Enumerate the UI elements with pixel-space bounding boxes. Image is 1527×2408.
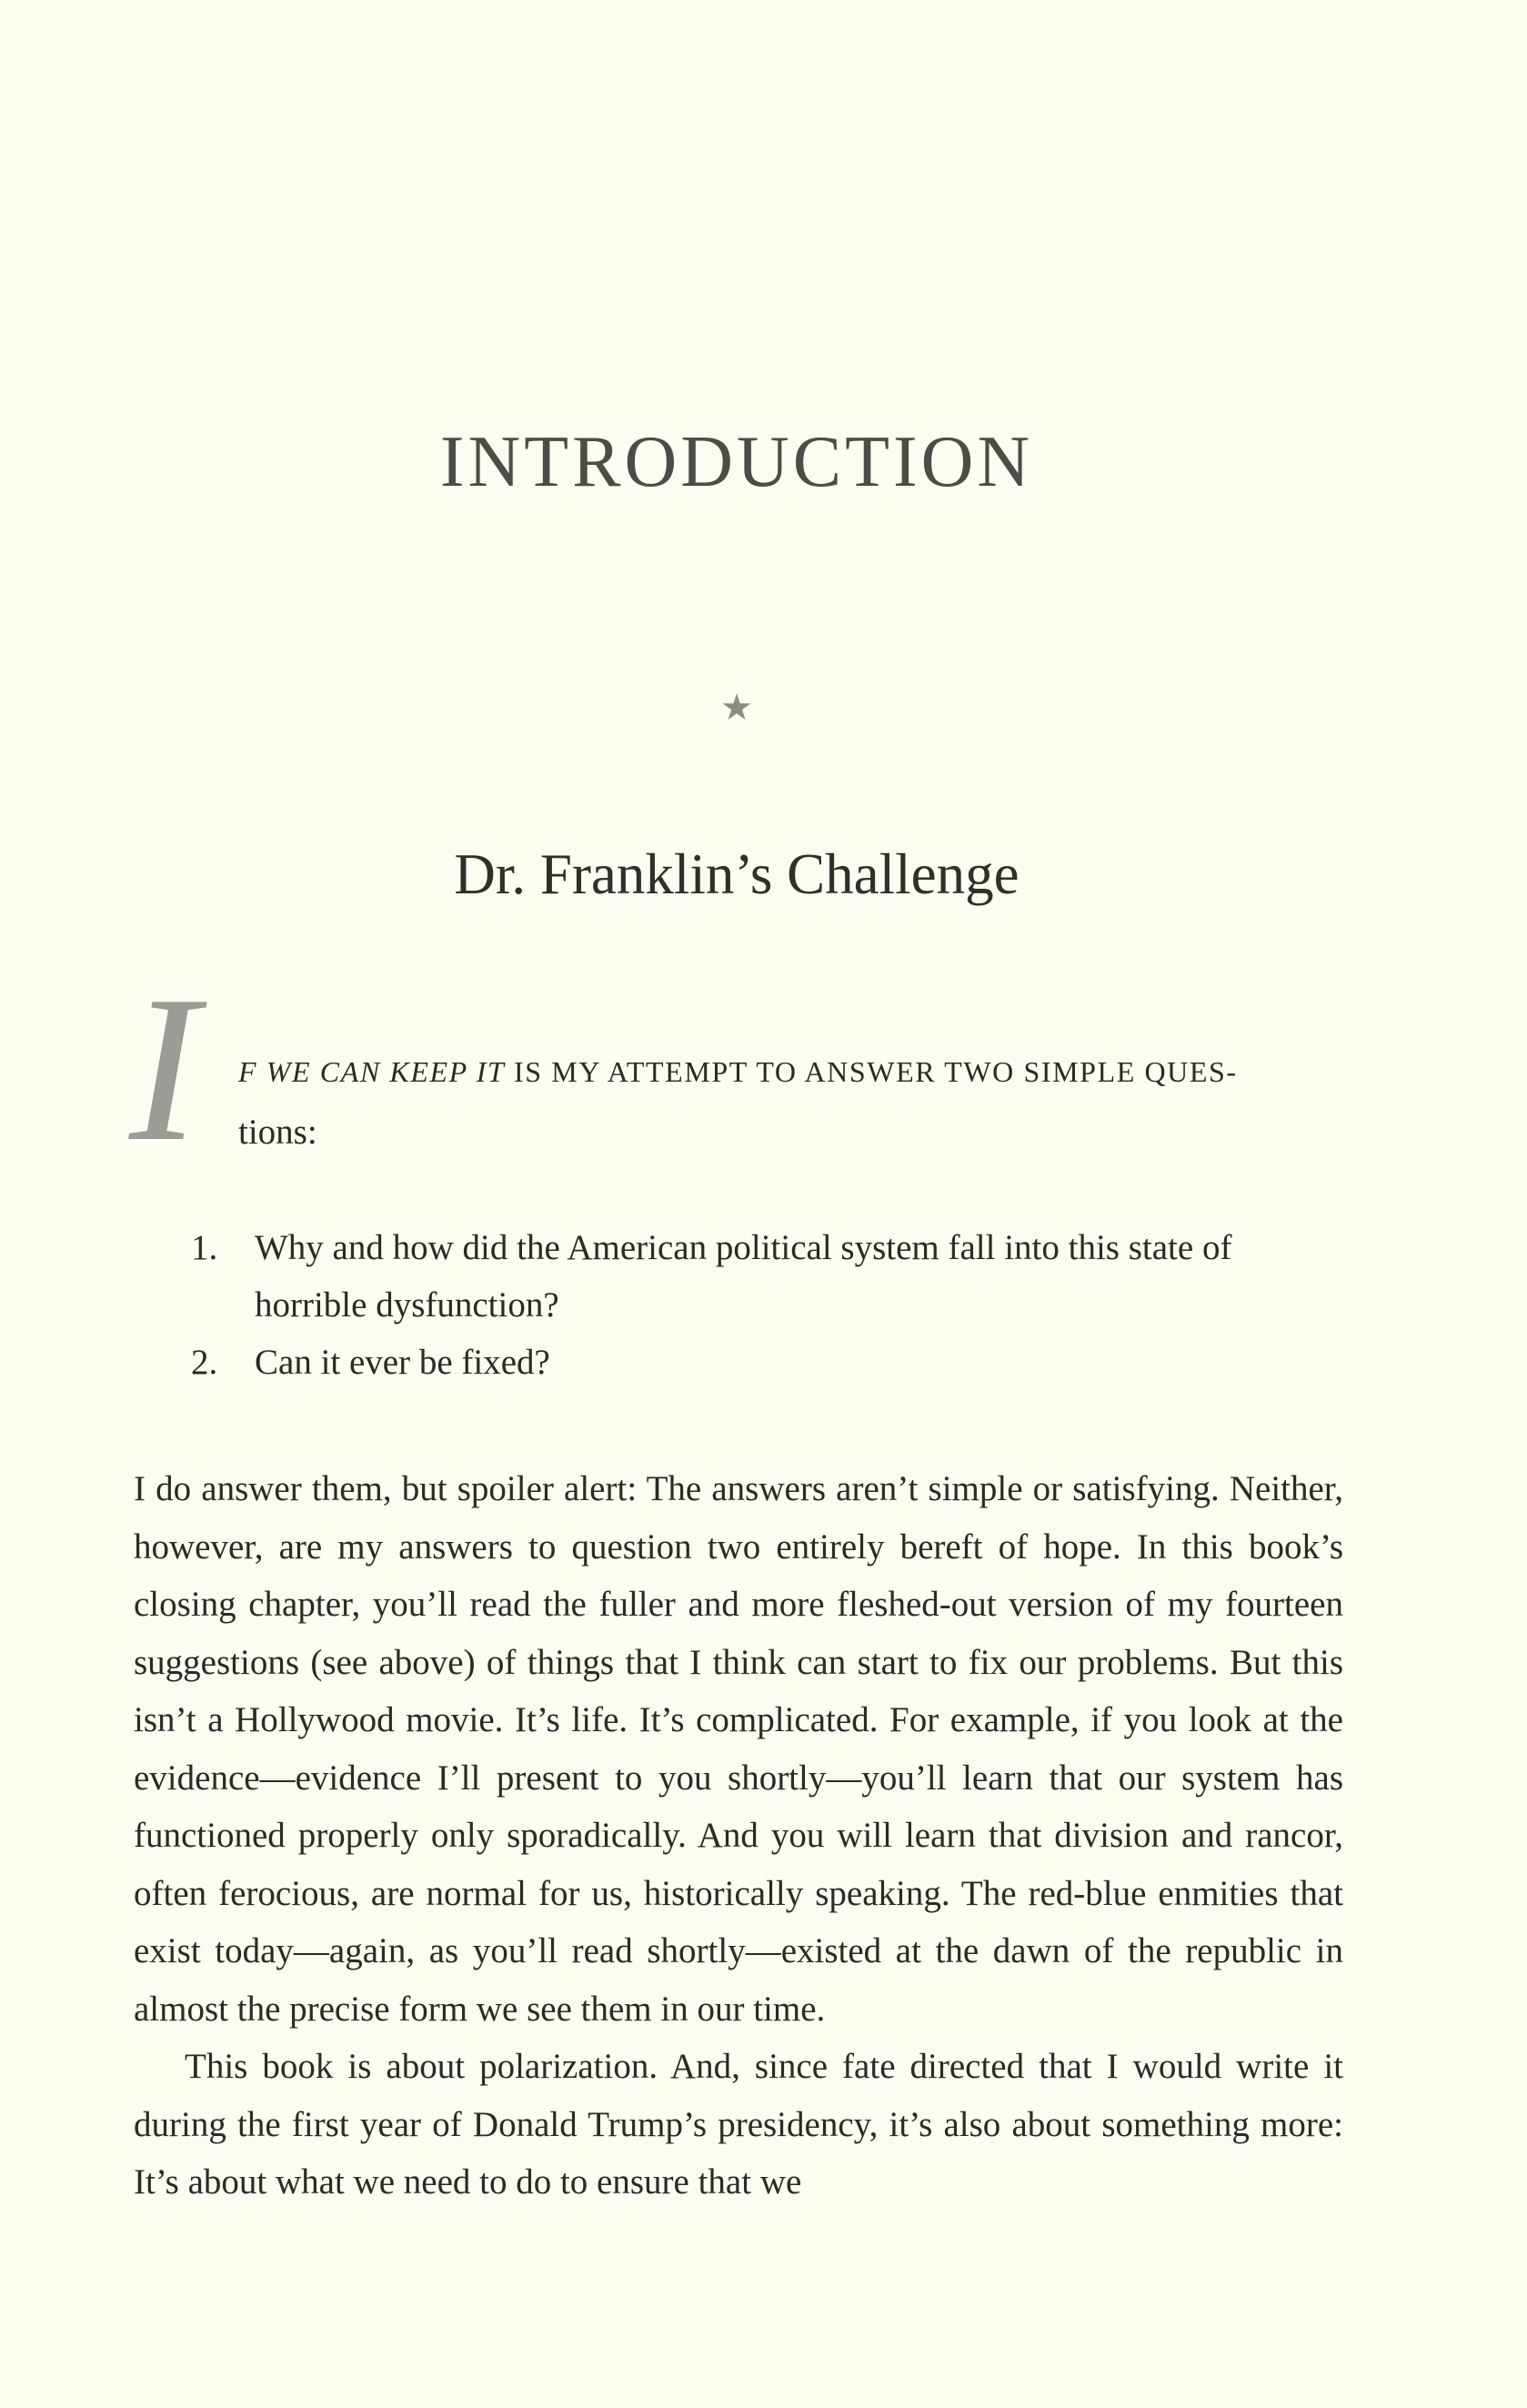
list-item — [191, 1219, 1328, 1334]
list-number: 2. — [191, 1343, 218, 1382]
chapter-title: INTRODUCTION — [439, 422, 1034, 502]
list-number: 1. — [191, 1228, 218, 1267]
star-ornament-icon: ★ — [720, 687, 753, 728]
list-text: Why and how did the American political system fall into this state of horrible dysfunction? — [255, 1228, 1232, 1325]
list-text: Can it ever be fixed? — [255, 1343, 550, 1382]
drop-cap: I — [129, 952, 199, 1184]
paragraph: I do answer them, but spoiler alert: The answers aren’t simple or satisfying. Neither, however, are my answers to question two entirely bereft of hope. In this book’s closing chapter, you’ll read the fuller and more fleshed-out version of my fourteen suggestions (see above) of things that I think can start to fix our problems. But this isn’t a Hollywood movie. It’s life. It’s complicated. For example, if you look at the evidence—evidence I’ll present to you shortly—you’ll learn that our system has functioned properly only sporadically. And you will learn that division and rancor, often ferocious, are normal for us, historically speaking. The red-blue enmities that exist today—again, as you’ll read shortly—existed at the dawn of the republic in almost the precise form we see them in our time. — [134, 1469, 1343, 2029]
lead-line — [238, 1057, 1238, 1086]
list-item — [191, 1334, 1328, 1391]
body-text — [134, 1460, 1343, 2212]
lead-line-continuation: tions: — [238, 1113, 317, 1152]
lead-smallcaps: IS MY ATTEMPT TO ANSWER TWO SIMPLE QUES- — [505, 1055, 1238, 1088]
book-title-smallcaps: F WE CAN KEEP IT — [238, 1055, 506, 1088]
paragraph: This book is about polarization. And, since fate directed that I would write it during the first year of Donald Trump’s presidency, it’s also about something more: It’s about what we need to do to ensure that we — [134, 2047, 1343, 2201]
section-title: Dr. Franklin’s Challenge — [454, 842, 1020, 906]
question-list — [191, 1219, 1328, 1391]
